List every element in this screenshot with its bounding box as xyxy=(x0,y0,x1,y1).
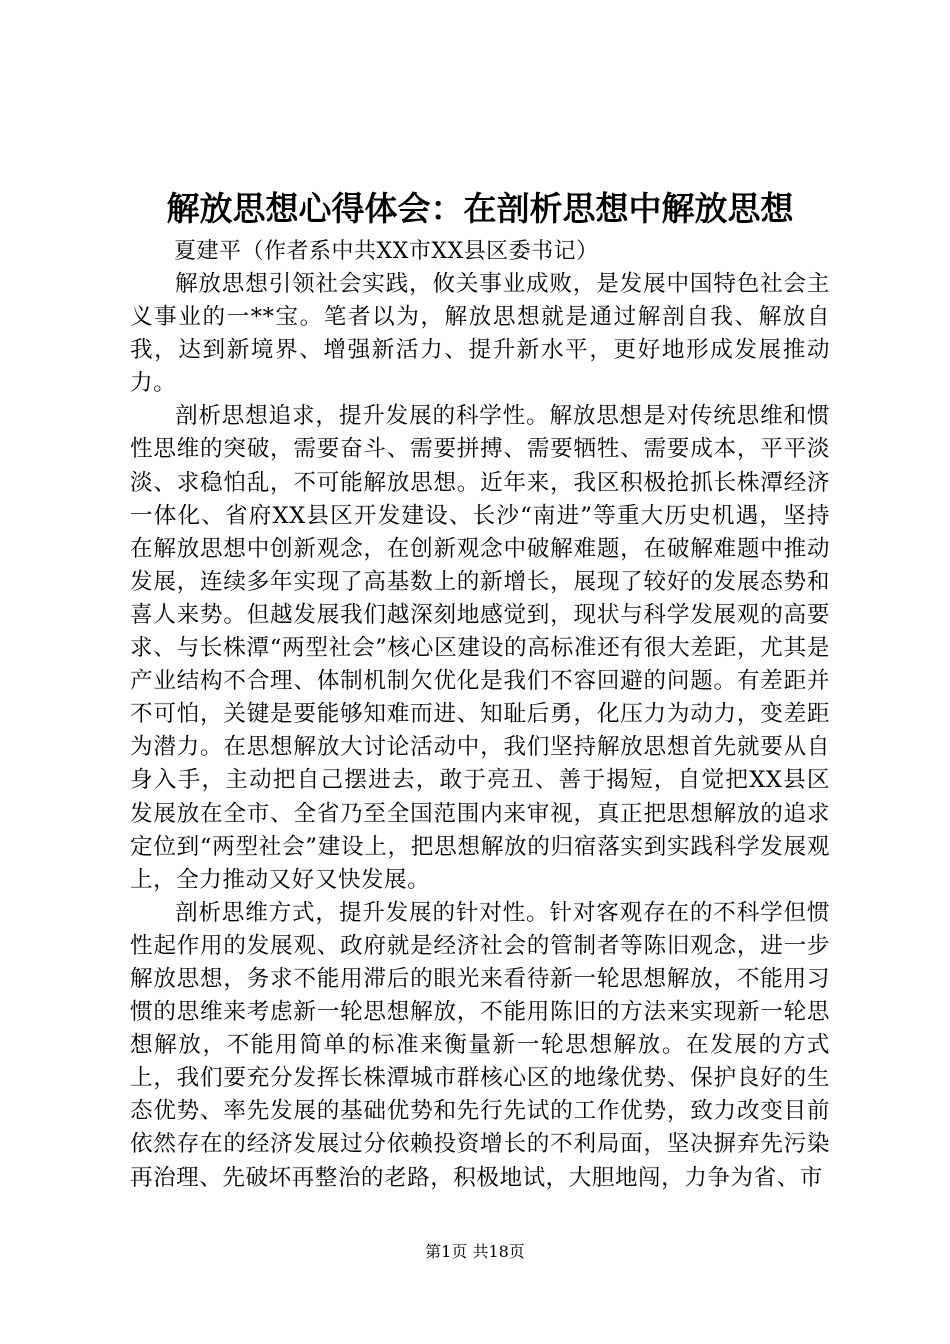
paragraph-intro: 解放思想引领社会实践，攸关事业成败，是发展中国特色社会主义事业的一**宝。笔者以为，解放思想就是通过解剖自我、解放自我，达到新境界、增强新活力、提升新水平，更好地形成发展推动力。 xyxy=(130,271,830,397)
paragraph-thought-pursuit: 剖析思想追求，提升发展的科学性。解放思想是对传统思维和惯性思维的突破，需要奋斗、需要拼搏、需要牺牲、需要成本，平平淡淡、求稳怕乱，不可能解放思想。近年来，我区积极抢抓长株潭经济一体化、省府XX县区开发建设、长沙“南进”等重大历史机遇，坚持在解放思想中创新观念，在创新观念中破解难题，在破解难题中推动发展，连续多年实现了高基数上的新增长，展现了较好的发展态势和喜人来势。但越发展我们越深刻地感觉到，现状与科学发展观的高要求、与长株潭“两型社会”核心区建设的高标准还有很大差距，尤其是产业结构不合理、体制机制欠优化是我们不容回避的问题。有差距并不可怕，关键是要能够知难而进、知耻后勇，化压力为动力，变差距为潜力。在思想解放大讨论活动中，我们坚持解放思想首先就要从自身入手，主动把自己摆进去，敢于亮丑、善于揭短，自觉把XX县区发展放在全市、全省乃至全国范围内来审视，真正把思想解放的追求定位到“两型社会”建设上，把思想解放的归宿落实到实践科学发展观上，全力推动又好又快发展。 xyxy=(130,403,830,893)
document-title: 解放思想心得体会：在剖析思想中解放思想 xyxy=(166,189,794,228)
paragraph-thinking-mode: 剖析思维方式，提升发展的针对性。针对客观存在的不科学但惯性起作用的发展观、政府就是经济社会的管制者等陈旧观念，进一步解放思想，务求不能用滞后的眼光来看待新一轮思想解放，不能用习惯的思维来考虑新一轮思想解放，不能用陈旧的方法来实现新一轮思想解放，不能用简单的标准来衡量新一轮思想解放。在发展的方式上，我们要充分发挥长株潭城市群核心区的地缘优势、保护良好的生态优势、率先发展的基础优势和先行先试的工作优势，致力改变目前依然存在的经济发展过分依赖投资增长的不利局面，坚决摒弃先污染再治理、先破坏再整治的老路，积极地试，大胆地闯，力争为省、市 xyxy=(130,899,830,1191)
page-footer: 第1页 共18页 xyxy=(425,1242,525,1261)
author-line: 夏建平（作者系中共XX市XX县区委书记） xyxy=(174,239,599,264)
document-body xyxy=(130,185,830,1195)
